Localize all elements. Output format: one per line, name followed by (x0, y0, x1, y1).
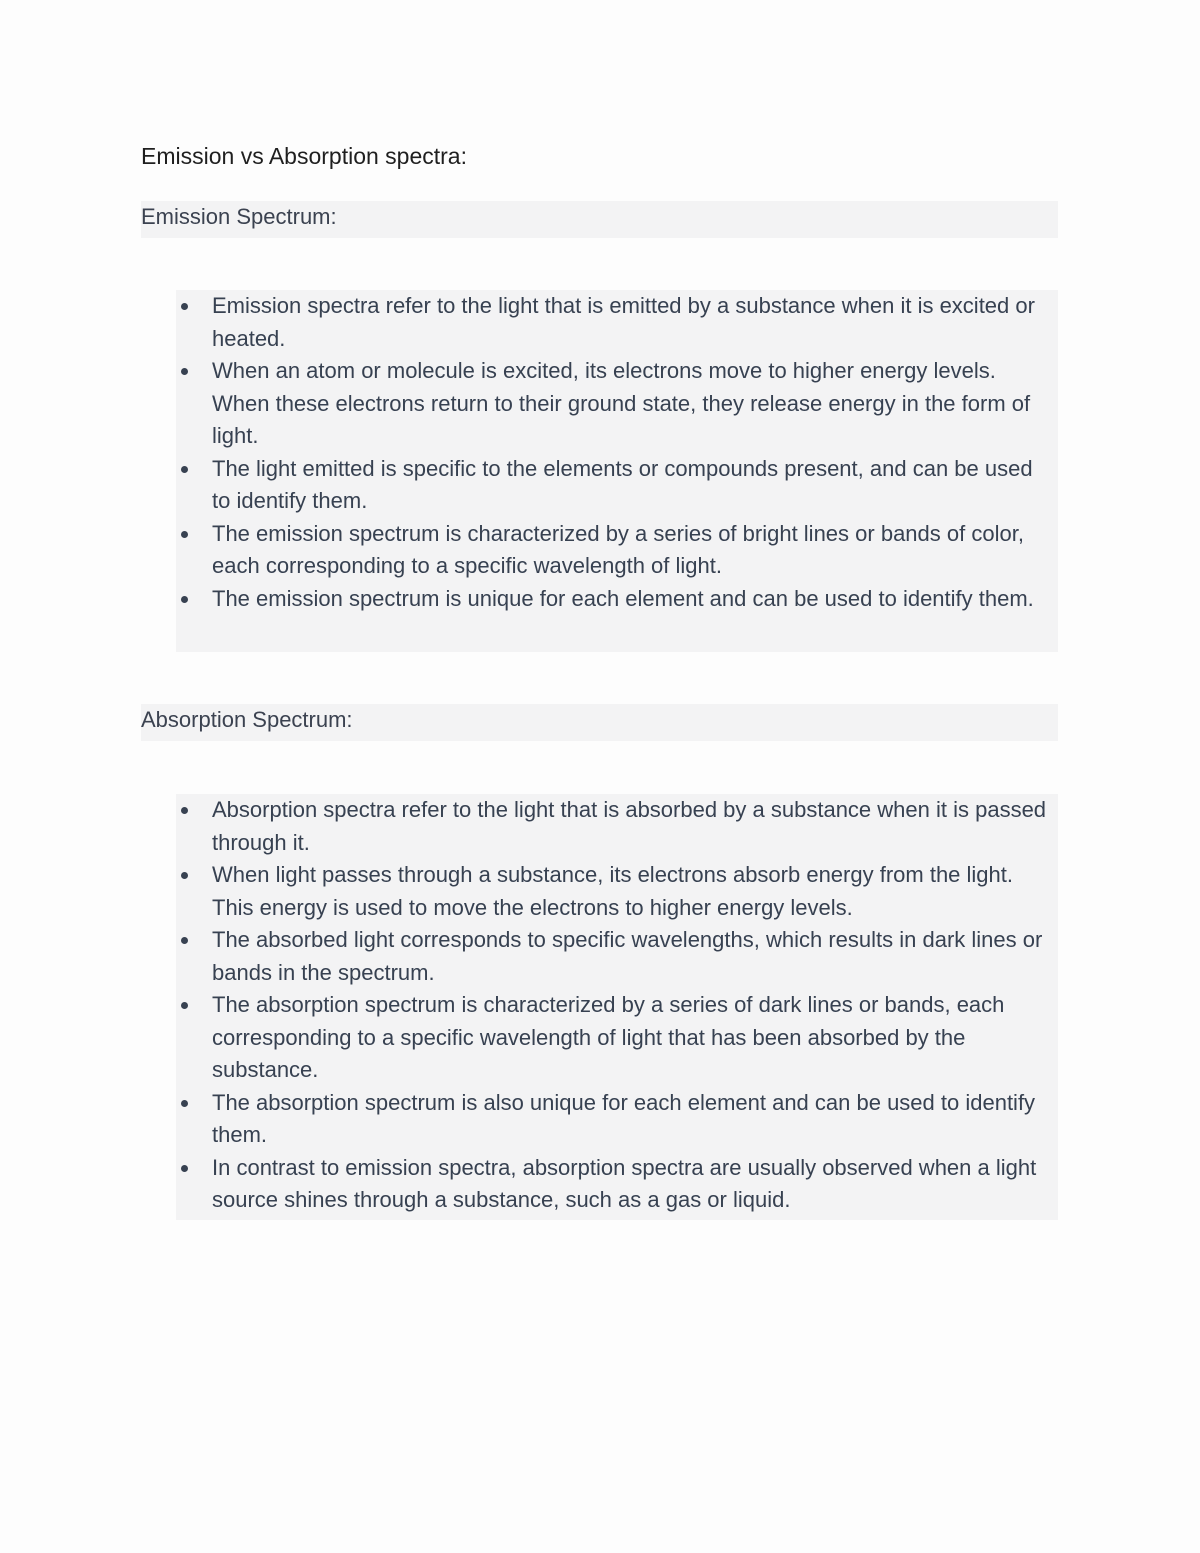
bullet-dot-icon (181, 872, 188, 879)
list-item-text: The absorption spectrum is characterized by a series of dark lines or bands, each corresponding to a specific wavelength of light that has been absorbed by the substance. (212, 992, 1005, 1082)
bullet-dot-icon (181, 368, 188, 375)
list-item-text: Emission spectra refer to the light that is emitted by a substance when it is excited or heated. (212, 293, 1035, 351)
list-item (176, 583, 1058, 616)
list-item (176, 355, 1058, 453)
bullet-dot-icon (181, 1100, 188, 1107)
bullet-dot-icon (181, 1165, 188, 1172)
absorption-section-heading: Absorption Spectrum: (141, 704, 1058, 741)
list-item-text: When light passes through a substance, its electrons absorb energy from the light. This energy is used to move the electrons to higher energy levels. (212, 862, 1013, 920)
list-item-text: When an atom or molecule is excited, its electrons move to higher energy levels. When these electrons return to their ground state, they release energy in the form of light. (212, 358, 1031, 448)
list-item (176, 1152, 1058, 1217)
absorption-bullet-list (176, 794, 1058, 1220)
list-item (176, 1087, 1058, 1152)
list-item-text: The absorption spectrum is also unique for each element and can be used to identify them. (212, 1089, 1036, 1147)
list-item (176, 290, 1058, 355)
list-item (176, 518, 1058, 583)
bullet-dot-icon (181, 937, 188, 944)
emission-section-heading: Emission Spectrum: (141, 201, 1058, 238)
emission-bullet-list (176, 290, 1058, 652)
list-item-text: Absorption spectra refer to the light that is absorbed by a substance when it is passed through it. (212, 797, 1047, 855)
list-item-text: The absorbed light corresponds to specific wavelengths, which results in dark lines or bands in the spectrum. (212, 927, 1043, 985)
list-item-text: The emission spectrum is characterized by a series of bright lines or bands of color, each corresponding to a specific wavelength of light. (212, 520, 1024, 578)
list-item-text: The light emitted is specific to the elements or compounds present, and can be used to identify them. (212, 455, 1033, 513)
list-item-text: The emission spectrum is unique for each element and can be used to identify them. (212, 585, 1034, 611)
document-title: Emission vs Absorption spectra: (141, 143, 467, 169)
bullet-dot-icon (181, 596, 188, 603)
list-item-text: In contrast to emission spectra, absorption spectra are usually observed when a light source shines through a substance, such as a gas or liquid. (212, 1154, 1037, 1212)
list-item (176, 794, 1058, 859)
bullet-dot-icon (181, 303, 188, 310)
list-item (176, 989, 1058, 1087)
bullet-dot-icon (181, 1002, 188, 1009)
list-item (176, 859, 1058, 924)
list-item (176, 924, 1058, 989)
bullet-dot-icon (181, 807, 188, 814)
bullet-dot-icon (181, 466, 188, 473)
list-item (176, 453, 1058, 518)
bullet-dot-icon (181, 531, 188, 538)
